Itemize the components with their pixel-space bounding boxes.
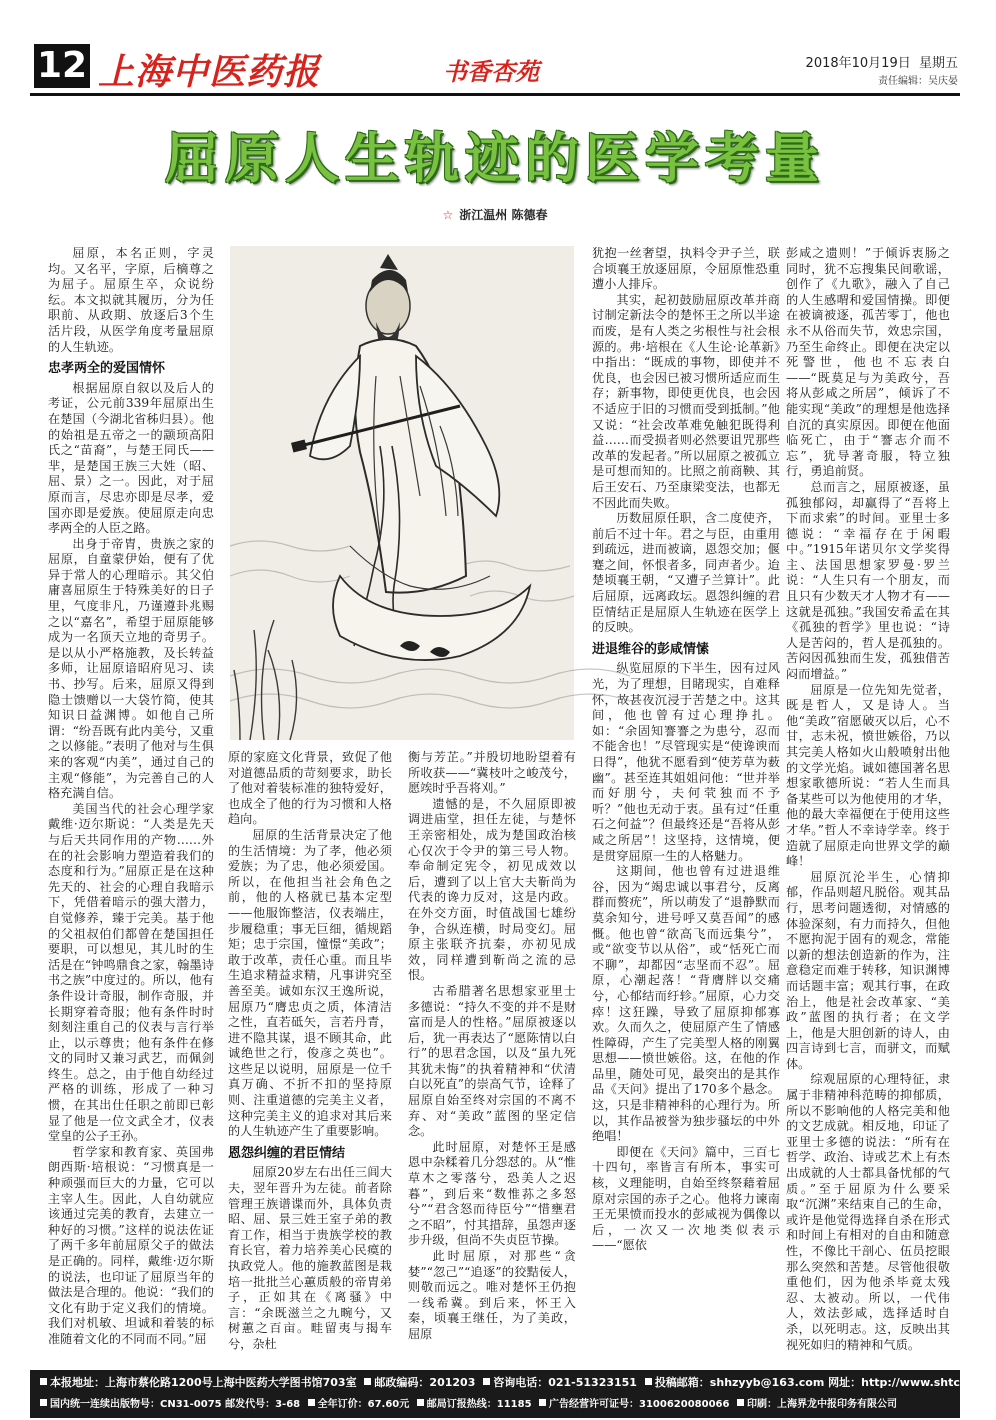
square-bullet-icon xyxy=(483,1378,490,1385)
article-paragraph: 屈原是一位先知先觉者，既是哲人，又是诗人。当他“美政”宿愿破灭以后，心不甘，志未祝，愤世嫉俗，乃以其完美人格如火山般喷射出他的文学光焰。诚如德国著名思想家歌德所说：“若人生而具备某些可以为他使用的才华，他的最大幸福便在于使用这些才华。”哲人不幸诗学幸。终于造就了屈原走向世界文学的巅峰！ xyxy=(786,682,950,869)
article-paragraph: 彭咸之遗则！”于倾诉衷肠之同时，犹不忘搜集民间歌谣，创作了《九歌》，融入了自己的人生感喟和爱国情操。即便在被谪被逐，孤苦零丁，他也永不从俗而失节，效忠宗国，乃至生命终止。即便在决定以死警世，他也不忘表白——“既莫足与为美政兮，吾将从彭咸之所居”，倾诉了不能实现“美政”的理想是他选择自沉的真实原因。即便在他面临死亡，由于“謇志介而不忘”，犹导著奇服，特立独行，勇追前贤。 xyxy=(786,246,950,479)
article-paragraph: 遗憾的是，不久屈原即被调进庙堂，担任左徒，与楚怀王亲密相处，成为楚国政治核心仅次于令尹的第三号人物。奉命制定宪令，初见成效以后，遭到了以上官大夫靳尚为代表的谗力反对，这是内政。在外交方面，时值战国七雄纷争，合纵连横，时局变幻。屈原主张联齐抗秦，亦初见成效，同样遭到靳尚之流的忌恨。 xyxy=(408,796,576,983)
date-text: 2018年10月19日 xyxy=(805,56,911,71)
article-paragraph: 综观屈原的心理特征，隶属于非精神科范畴的抑郁质，所以不影响他的人格完美和他的文艺成就。相反地，印证了亚里士多德的说法：“所有在哲学、政治、诗或艺术上有杰出成就的人士都具备忧郁的气质。”至于屈原为什么要采取“沉渊”来结束自己的生命，或许是他觉得选择自杀在形式和时间上有相对的自由和随意性，不像比干剖心、伍员挖眼那么突然和苦楚。尽管他很敬重他们，因为他杀毕竟太残忍、太被动。所以，一代伟人，效法彭咸，选择适时自杀，以死明志。这，反映出其视死如归的精神和气质。 xyxy=(786,1072,950,1352)
article-paragraph: 此时屈原，对楚怀王是感恩中杂糅着几分怨怼的。从“惟草木之零落兮，恐美人之迟暮”，到后来“数惟荪之多怒兮”“君含怒而待臣兮”“惜壅君之不昭”，忖其措辞，虽怨声逐步升级，但尚不失贞臣节操。 xyxy=(408,1139,576,1248)
footer-email-web: 投稿邮箱：shhzyyb@163.com 网址：http://www.shtcm.org xyxy=(654,1376,996,1389)
article-paragraph: 这期间，他也曾有过进退维谷，因为“竭忠诚以事君兮，反离群而赘疣”，所以萌发了“退静默而莫余知兮，进号呼又莫吾闻”的感慨。他也曾“欲高飞而远集兮”，或“欲变节以从俗”，或“恬死亡而不聊”，却都因“志坚而不忍”。屈原，心潮起落！“背膺牉以交痛兮，心郁结而纡轸。”屈原，心力交瘁！这狂躁，导致了屈原抑郁寡欢。久而久之，使屈原产生了情感性障碍，产生了完美型人格的刚翼思想——愤世嫉俗。这，在他的作品里，随处可见，最突出的是其作品《天问》提出了170多个悬念。这，只是非精神科的心理行为。所以，其作品被誉为独步骚坛的中外绝唱！ xyxy=(592,864,780,1144)
article-column-2 xyxy=(228,750,392,1354)
article-paragraph: 历数屈原任职，含二度使齐，前后不过十年。君之与臣，由重用到疏远，进而被谪，恩怨交加；偃蹇之间，怀恨者多，同声者少。迨楚顷襄王朝，“又遭子兰算计”。此后屈原，远离政坛。恩怨纠缠的君臣情结正是屈原人生轨迹在医学上的反映。 xyxy=(592,511,780,635)
article-column-1 xyxy=(48,246,214,1354)
footer-postcode: 邮政编码：201203 xyxy=(374,1376,476,1389)
article-paragraph: 纵览屈原的下半生，因有过风光，为了理想，目睹现实，自难释怀，故甚夜沉浸于苦楚之中。这其间，他也曾有过心理挣扎。如：“余固知謇謇之为患兮，忍而不能舍也！”尽管现实是“使谗谀而日得”，他犹不愿看到“使芳草为薮幽”。甚至连其姐姐问他：“世并举而好朋兮，夫何茕独而不予听？”他也无动于衷。虽有过“任重石之何益”？但最终还是“吾将从彭咸之所居”！这坚持，这情境，便是贯穿屈原一生的人格魅力。 xyxy=(592,661,780,863)
article-column-4 xyxy=(592,246,780,1354)
square-bullet-icon xyxy=(539,1399,546,1406)
article-paragraph: 屈原，本名正则，字灵均。又名平，字原，后樀尊之为屈子。屈原生卒，众说纷纭。本文拟就其履历，分为任职前、从政期、放逐后3个生活片段，从医学角度考量屈原的人生轨迹。 xyxy=(48,246,214,354)
section-heading: 忠孝两全的爱国情怀 xyxy=(48,361,166,377)
square-bullet-icon xyxy=(308,1399,315,1406)
star-icon: ☆ xyxy=(442,208,454,222)
article-paragraph: 古希腊著名思想家亚里士多德说：“持久不变的并不是财富而是人的性格。”屈原被逐以后，犹一再表达了“愿陈情以白行”的思君念国，以及“虽九死其犹未悔”的执着精神和“伏清白以死直”的崇高气节，诠释了屈原自始至终对宗国的不离不弃、对“美政”蓝图的坚定信念。 xyxy=(408,983,576,1139)
article-paragraph: 总而言之，屈原被逐，虽孤独郁闷，却赢得了“吾将上下而求索”的时间。亚里士多德说：“幸福存在于闲暇中。”1915年诺贝尔文学奖得主、法国思想家罗曼·罗兰说：“人生只有一个朋友，而且只有少数天才人物才有——这就是孤独。”我国安希孟在其《孤独的哲学》里也说：“诗人是苦闷的，哲人是孤独的。苦闷因孤独而生发，孤独借苦闷而增益。” xyxy=(786,479,950,682)
article-paragraph: 哲学家和教育家、英国弗朗西斯·培根说：“习惯真是一种顽强而巨大的力量，它可以主宰人生。因此，人自幼就应该通过完美的教育，去建立一种好的习惯。”这样的说法佐证了两千多年前屈原父子的做法是正确的。同样，戴维·迈尔斯的说法，也印证了屈原当年的做法是合理的。他说：“我们的文化有助于定义我们的情境。我们对机敏、坦诚和着装的标准随着文化的不同而不同。”屈 xyxy=(48,1144,214,1346)
square-bullet-icon xyxy=(40,1378,47,1385)
weekday-text: 星期五 xyxy=(918,56,958,71)
footer-price: 全年订价：67.60元 xyxy=(317,1399,410,1410)
footer-phone: 咨询电话：021-51323151 xyxy=(493,1376,637,1389)
article-paragraph: 屈原20岁左右出任三闾大夫，翌年晋升为左徒。前者除管理王族谱谍而外，具体负责昭、屈、景三姓王室子弟的教育工作，相当于贵族学校的教育长官，着力培养美心民瘼的执政党人。他的施教蓝图是栽培一批批兰心蕙质般的帝胄弟子，正如其在《离骚》中言：“余既滋兰之九畹兮，又树蕙之百亩。畦留夷与揭车兮，杂杜 xyxy=(228,1165,392,1351)
square-bullet-icon xyxy=(645,1378,652,1385)
section-name: 书香杏苑 xyxy=(443,58,539,86)
footer-hotline: 邮局订报热线：11185 xyxy=(426,1399,532,1410)
article-title: 屈原人生轨迹的医学考量 xyxy=(165,126,825,190)
editor-credit: 责任编辑：吴庆晏 xyxy=(878,76,958,87)
article-paragraph: 犹抱一丝奢望，执料令尹子兰，联合顷襄王放逐屈原，令屈原惟恐重遭小人排斥。 xyxy=(592,246,780,292)
article-paragraph: 出身于帝胄，贵族之家的屈原，自童蒙伊始，便有了优异于常人的心理暗示。其父伯庸喜屈原生于特殊美好的日子里，气度非凡，乃谨遵卦兆赐之以“嘉名”，希望于屈原能够成为一名顶天立地的奇男子。是以从小严格施教，及长转益多师，让屈原谙昭府见习、读书、抄写。后来，屈原又得到隐士馈赠以一大袋竹简，使其知识日益渊博。如他自己所谓：“纷吾既有此内美兮，又重之以修能。”表明了他对与生俱来的客观“内美”，通过自己的主观“修能”，为完善自己的人格充满自信。 xyxy=(48,536,214,801)
qu-yuan-portrait xyxy=(230,246,574,740)
page-number: 12 xyxy=(34,44,90,88)
article-paragraph: 屈原沉沦半生，心情抑郁，作品则超凡脱俗。观其品行，思考问题透彻，对情感的体验深刻，有力而持久，但他不愿拘泥于固有的观念，常能以新的想法创造新的作为，注意稳定而难于转移，知识渊博而话题丰富；观其行事，在政治上，他是社会改革家、“美政”蓝图的执行者；在文学上，他是大胆创新的诗人，由四言诗到七言，而骈文，而赋体。 xyxy=(786,869,950,1071)
section-heading: 恩怨纠缠的君臣情结 xyxy=(228,1145,346,1161)
portrait-illustration xyxy=(230,246,574,740)
square-bullet-icon xyxy=(364,1378,371,1385)
article-column-3 xyxy=(408,750,576,1354)
article-paragraph: 原的家庭文化背景，致促了他对道德品质的苛刻要求，助长了他对着装标准的独特爱好，也成全了他的行为习惯和人格趋向。 xyxy=(228,750,392,827)
issue-date xyxy=(770,52,958,71)
article-paragraph: 衡与芳芷。”并殷切地盼望着有所收获——“冀枝叶之峻茂兮，愿竢时乎吾将刈。” xyxy=(408,750,576,796)
square-bullet-icon xyxy=(417,1399,424,1406)
footer-ad-license: 广告经营许可证号：3100620080066 xyxy=(549,1399,730,1410)
square-bullet-icon xyxy=(737,1399,744,1406)
article-paragraph: 即便在《天问》篇中，三百七十四句，率皆言有所本，事实可核，义理能明，自始至终祭藉着屈原对宗国的赤子之心。他将力谏南王无果愤而投水的彭咸视为偶像以后，一次又一次地类似表示——“愿依 xyxy=(592,1144,780,1253)
article-column-5 xyxy=(786,246,950,1354)
newspaper-logo: 上海中医药报 xyxy=(98,51,321,93)
masthead-rule xyxy=(30,93,960,96)
article-paragraph: 美国当代的社会心理学家戴维·迈尔斯说：“人类是先天与后天共同作用的产物……外在的社会影响力塑造着我们的态度和行为。”屈原正是在这种先天的、社会的心理自我暗示下，凭借着暗示的强大潜力，自觉修养，臻于完美。基于他的父祖叔伯们都曾在楚国担任要职，可以想见，其儿时的生活是在“钟鸣鼎食之家，翰墨诗书之族”中度过的。所以，他有条件设计奇服，制作奇服，并长期穿着奇服；他有条件时时刻刻注重自己的仪表与言行举止，以示尊贵；他有条件在修文的同时又兼习武艺，而佩剑终生。总之，由于他自幼经过严格的训练，形成了一种习惯，在其出仕任职之前即已彰显了他是一位文武全才，仪表堂皇的公子王孙。 xyxy=(48,801,214,1144)
article-paragraph: 其实，起初鼓励屈原改革并商讨制定新法令的楚怀王之所以半途而废，是有人类之劣根性与社会根源的。弗·培根在《人生论·论革新》中指出：“既成的事物，即使并不优良，也会因已被习惯所适应而生存；新事物，即使更优良，也会因不适应于旧的习惯而受到抵制。”他又说：“社会改革难免触犯既得利益……而受损者则必然要诅咒那些改革的发起者。”所以屈原之被孤立是可想而知的。比照之前商鞅、其后王安石、乃至康梁变法，也都无不因此而失败。 xyxy=(592,292,780,510)
article-paragraph: 此时屈原，对那些“贪婪”“忽己”“追逐”的狡黠佞人，则敬而远之。唯对楚怀王仍抱一线希冀。到后来，怀王入秦，顷襄王继任，为了美政，屈原 xyxy=(408,1249,576,1341)
footer-issn: 国内统一连续出版物号：CN31-0075 邮发代号：3-68 xyxy=(50,1399,301,1410)
article-paragraph: 根据屈原自叙以及后人的考证，公元前339年屈原出生在楚国（今湖北省秭归县）。他的始祖是五帝之一的颛顼高阳氏之“苗裔”，与楚王同氏——芈，是楚国王族三大姓（昭、屈、景）之一。因此，对于屈原而言，尽忠亦即是尽孝，爱国亦即是爱族。使屈原走向忠孝两全的人臣之路。 xyxy=(48,380,214,536)
footer-address: 本报地址：上海市蔡伦路1200号上海中医药大学图书馆703室 xyxy=(50,1376,357,1389)
footer-row-publication xyxy=(36,1395,954,1415)
footer-printer: 印刷：上海界龙中报印务有限公司 xyxy=(746,1399,897,1410)
byline-text: 浙江温州 陈德春 xyxy=(459,208,548,222)
footer-bar xyxy=(30,1370,996,1418)
article-paragraph: 屈原的生活背景决定了他的生活情境：为了孝，他必须爱族；为了忠，他必须爱国。所以，在他担当社会角色之前，他的人格就已基本定型——他服饰整洁，仪表端庄，步履稳重；事无巨细，循规蹈矩；忠于宗国，憧憬“美政”；敢于改革，责任心重。而且毕生追求精益求精，凡事讲究至善至美。诚如东汉王逸所说，屈原乃“膺忠贞之质，体清洁之性，直若砥矢，言若丹青，进不隐其谋，退不顾其命，此诚绝世之行，俊彦之英也”。这些足以说明，屈原是一位千真万确、不折不扣的坚持原则、注重道德的完美主义者，这种完美主义的追求对其后来的人生轨迹产生了重要影响。 xyxy=(228,827,392,1139)
square-bullet-icon xyxy=(40,1399,47,1406)
article-byline xyxy=(30,206,960,223)
section-heading: 进退维谷的彭咸情愫 xyxy=(592,641,710,657)
footer-row-contact xyxy=(36,1373,996,1393)
